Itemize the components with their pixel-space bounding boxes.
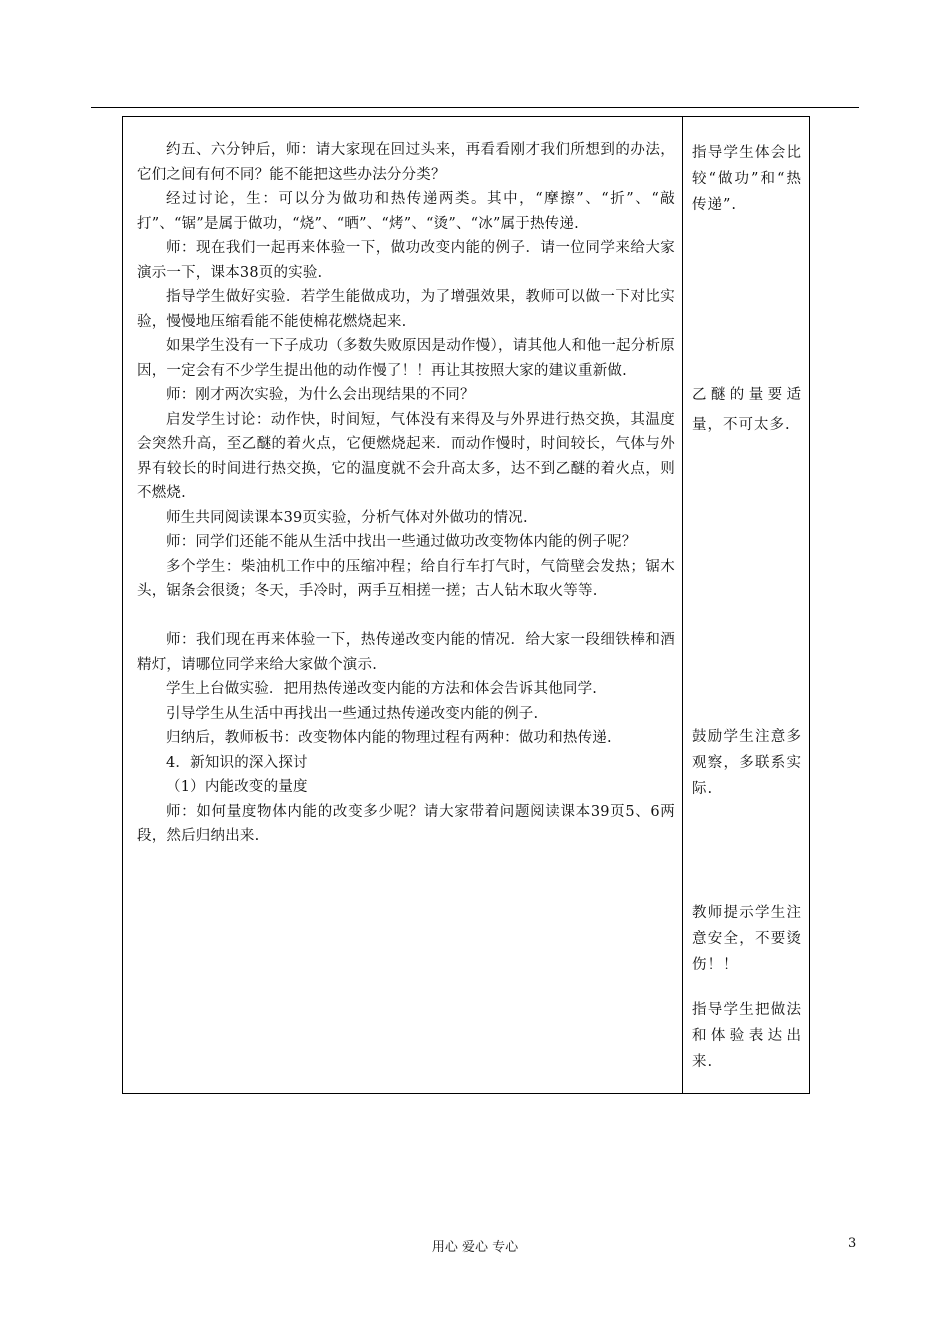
- side-note-text: 鼓励学生注意多观察，多联系实际.: [692, 729, 802, 797]
- side-note: [692, 724, 802, 802]
- side-note: [692, 140, 802, 218]
- paragraph: 归纳后，教师板书：改变物体内能的物理过程有两种：做功和热传递.: [166, 730, 612, 746]
- page-number: 3: [848, 1236, 857, 1251]
- paragraph: 如果学生没有一下子成功（多数失败原因是动作慢），请其他人和他一起分析原因，一定会有不少学生提出他的动作慢了！！再让其按照大家的建议重新做.: [137, 338, 675, 379]
- side-note: [692, 997, 802, 1075]
- teaching-process-column: [137, 138, 675, 849]
- subsection-heading: （1）内能改变的量度: [166, 779, 308, 795]
- side-note-text: 教师提示学生注意安全，不要烫伤！！: [692, 905, 802, 973]
- column-divider: [682, 116, 683, 1094]
- paragraph: 师生共同阅读课本39页实验，分析气体对外做功的情况.: [166, 509, 528, 526]
- paragraph: 学生上台做实验．把用热传递改变内能的方法和体会告诉其他同学.: [166, 681, 598, 697]
- paragraph: 师：现在我们一起再来体验一下，做功改变内能的例子．请一位同学来给大家演示一下，课本38页的实验.: [137, 240, 675, 281]
- paragraph: 指导学生做好实验．若学生能做成功，为了增强效果，教师可以做一下对比实验，慢慢地压缩看能不能使棉花燃烧起来.: [137, 289, 675, 330]
- paragraph: 师：如何量度物体内能的改变多少呢？请大家带着问题阅读课本39页5、6两段，然后归纳出来.: [137, 803, 675, 844]
- paragraph: 启发学生讨论：动作快，时间短，气体没有来得及与外界进行热交换，其温度会突然升高，至乙醚的着火点，它便燃烧起来．而动作慢时，时间较长，气体与外界有较长的时间进行热交换，它的温度就不会升高太多，达不到乙醚的着火点，则不燃烧.: [137, 411, 675, 501]
- paragraph: 多个学生：柴油机工作中的压缩冲程；给自行车打气时，气筒壁会发热；锯木头，锯条会很烫；冬天，手冷时，两手互相搓一搓；古人钻木取火等等.: [137, 558, 675, 599]
- paragraph: 师：同学们还能不能从生活中找出一些通过做功改变物体内能的例子呢？: [166, 534, 637, 550]
- side-note-text: 乙醚的量要适量，不可太多.: [692, 387, 802, 433]
- paragraph: 师：刚才两次实验，为什么会出现结果的不同？: [166, 387, 475, 403]
- side-note-text: 指导学生体会比较“做功”和“热传递”.: [692, 145, 802, 213]
- paragraph: 经过讨论，生：可以分为做功和热传递两类。其中，“摩擦”、“折”、“敲打”、“锯”是属于做功，“烧”、“晒”、“烤”、“烫”、“冰”属于热传递.: [137, 191, 675, 232]
- side-note-text: 指导学生把做法和体验表达出来.: [692, 1002, 802, 1070]
- side-note: [692, 900, 802, 978]
- header-rule: [91, 107, 859, 108]
- section-heading: 4．新知识的深入探讨: [166, 754, 308, 771]
- paragraph: 师：我们现在再来体验一下，热传递改变内能的情况．给大家一段细铁棒和酒精灯，请哪位同学来给大家做个演示.: [137, 632, 675, 673]
- side-note: [692, 380, 802, 440]
- paragraph: 约五、六分钟后，师：请大家现在回过头来，再看看刚才我们所想到的办法，它们之间有何不同？能不能把这些办法分分类？: [137, 142, 675, 183]
- paragraph: 引导学生从生活中再找出一些通过热传递改变内能的例子.: [166, 705, 539, 722]
- footer-motto: 用心 爱心 专心: [431, 1240, 519, 1255]
